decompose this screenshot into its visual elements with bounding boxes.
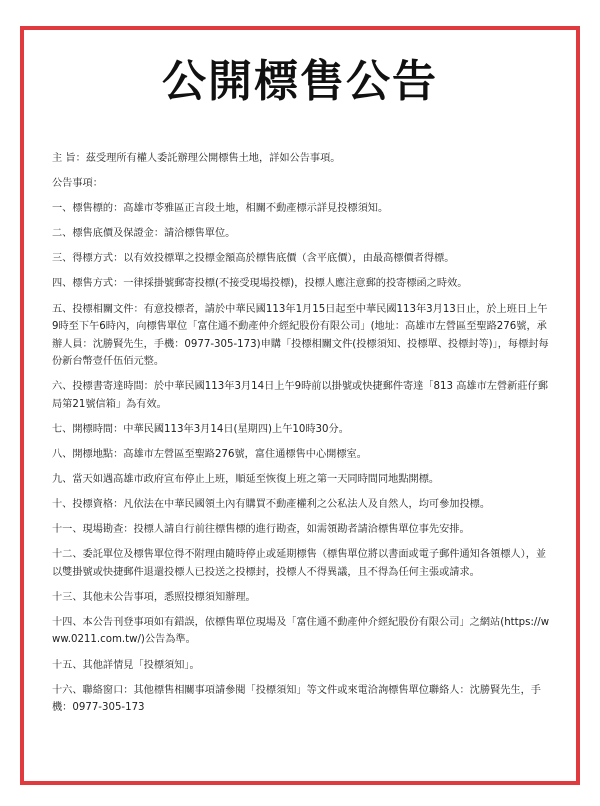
announcement-heading: 公告事項：: [52, 178, 103, 190]
item-9-postponement: 九、當天如遇高雄市政府宣布停止上班，順延至恢復上班之第一天同時間同地點開標。: [52, 473, 440, 485]
item-15-details: 十五、其他詳情見「投標須知」。: [52, 659, 200, 671]
item-3-award-method: 三、得標方式：以有效投標單之投標金額高於標售底價（含平底價），由最高標價者得標。: [52, 253, 455, 265]
item-4-sale-method: 四、標售方式：一律採掛號郵寄投標(不接受現場投標)，投標人應注意郵的投寄標函之時效。: [52, 278, 468, 290]
item-16-contact: 十六、聯絡窗口：其他標售相關事項請參閱「投標須知」等文件或來電洽詢標售單位聯絡人：沈勝賢先生，手機：0977-305-173: [52, 684, 541, 714]
item-13-other-matters: 十三、其他未公告事項，悉照投標須知辦理。: [52, 591, 256, 603]
item-10-eligibility: 十、投標資格：凡依法在中華民國領土內有購買不動產權利之公私法人及自然人，均可參加投標。: [52, 499, 491, 511]
item-5-bid-documents: 五、投標相關文件：有意投標者，請於中華民國113年1月15日起至中華民國113年3月13日止，於上班日上午9時至下午6時內，向標售單位「富住通不動產仲介經紀股份有限公司」(地址：高雄市左營區至聖路276號，承辦人員：沈勝賢先生，手機：0977-305-173)申購「投標相關文件(投標須知、投標單、投標封等)」，每標封每份新台幣壹仟伍佰元整。: [52, 303, 549, 368]
subject-line: 主 旨：茲受理所有權人委託辦理公開標售土地，詳如公告事項。: [52, 153, 341, 164]
notice-body: [52, 150, 552, 724]
item-7-opening-time: 七、開標時間：中華民國113年3月14日(星期四)上午10時30分。: [52, 423, 349, 435]
item-1-target: 一、標售標的：高雄市苓雅區正言段土地，相關不動產標示詳見投標須知。: [52, 203, 389, 215]
item-6-delivery-time: 六、投標書寄達時間：於中華民國113年3月14日上午9時前以掛號或快捷郵件寄達「813 高雄市左營新莊仔郵局第21號信箱」為有效。: [52, 381, 548, 410]
item-2-reserve-price: 二、標售底價及保證金：請洽標售單位。: [52, 228, 236, 240]
notice-title: 公開標售公告: [162, 56, 438, 107]
item-14-errata: 十四、本公告刊登事項如有錯誤，依標售單位現場及「富住通不動產仲介經紀股份有限公司」之網站(https://www.0211.com.tw/)公告為準。: [52, 616, 550, 646]
item-12-suspension: 十二、委託單位及標售單位得不附理由隨時停止或延期標售（標售單位將以書面或電子郵件通知各領標人），並以雙掛號或快捷郵件退還投標人已投送之投標封，投標人不得異議，且不得為任何主張或請求。: [52, 549, 547, 578]
item-11-site-inspection: 十一、現場勘查：投標人請自行前往標售標的進行勘查，如需領勘者請洽標售單位事先安排。: [52, 524, 470, 536]
item-8-opening-location: 八、開標地點：高雄市左營區至聖路276號，富住通標售中心開標室。: [52, 448, 367, 460]
